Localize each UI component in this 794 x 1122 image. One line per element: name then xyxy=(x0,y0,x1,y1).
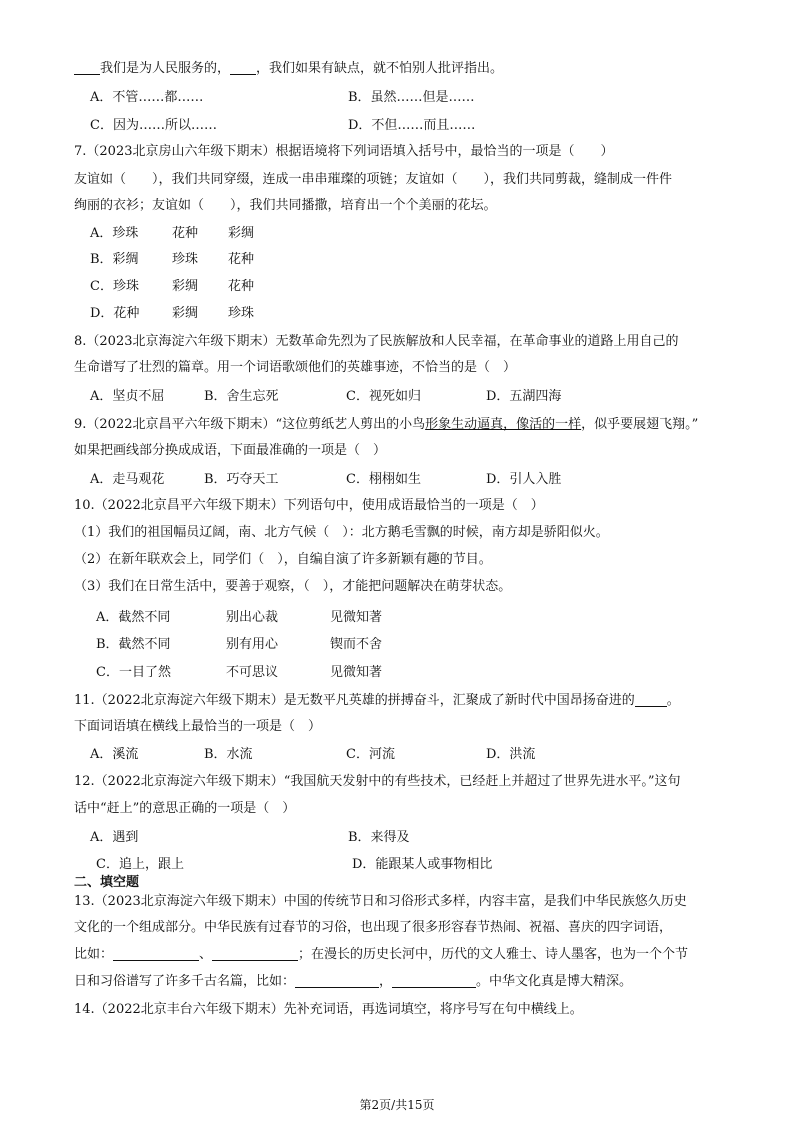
q7-option-c-word: 花种 xyxy=(228,279,255,294)
q7-option-b: B．彩绸 xyxy=(90,252,139,267)
q11-stem: 11.（2022北京海淀六年级下期末）是无数平凡英雄的拼搏奋斗，汇聚成了新时代中国昂扬奋进的 。 xyxy=(74,693,680,708)
q13-stem-line-2: 文化的一个组成部分。中华民族有过春节的习俗，也出现了很多形容春节热闹、祝福、喜庆的四字词语， xyxy=(74,920,673,935)
q13-stem-line-3: 比如： 、 ；在漫长的历史长河中，历代的文人雅士、诗人墨客，也为一个个节 xyxy=(74,947,689,962)
q10-sentence-2: （2）在新年联欢会上，同学们（ ），自编自演了许多新颖有趣的节目。 xyxy=(74,552,492,567)
answer-blank xyxy=(392,973,476,988)
q10-option-a-word: 见微知著 xyxy=(330,610,383,625)
answer-blank xyxy=(230,60,256,75)
q11-option-c: C．河流 xyxy=(346,747,395,762)
q7-passage-line: 绚丽的衣衫；友谊如（ ），我们共同播撒，培育出一个个美丽的花坛。 xyxy=(74,198,497,213)
q14-stem: 14.（2022北京丰台六年级下期末）先补充词语，再选词填空，将序号写在句中横线上。 xyxy=(74,1002,583,1017)
q6-option-b: B．虽然……但是…… xyxy=(348,90,475,105)
q10-option-a-word: 别出心裁 xyxy=(226,610,279,625)
q6-option-d: D．不但……而且…… xyxy=(348,118,476,133)
answer-blank xyxy=(635,692,667,707)
q11-option-d: D．洪流 xyxy=(486,747,536,762)
q11-stem-line-2: 下面词语填在横线上最恰当的一项是（ ） xyxy=(74,719,322,734)
q12-option-a: A．遇到 xyxy=(90,830,139,845)
q12-option-c: C．追上，跟上 xyxy=(96,857,184,872)
q10-stem: 10.（2022北京昌平六年级下期末）下列语句中，使用成语最恰当的一项是（ ） xyxy=(74,498,544,513)
answer-blank xyxy=(295,973,379,988)
q10-option-c-word: 见微知著 xyxy=(330,665,383,680)
q10-sentence-3: （3）我们在日常生活中，要善于观察，（ ），才能把问题解决在萌芽状态。 xyxy=(74,579,512,594)
q9-option-c: C．栩栩如生 xyxy=(346,472,421,487)
q8-option-a: A．坚贞不屈 xyxy=(90,389,165,404)
q8-option-c: C．视死如归 xyxy=(346,389,421,404)
q7-option-c: C．珍珠 xyxy=(90,279,139,294)
q10-option-b-word: 别有用心 xyxy=(226,637,279,652)
q7-option-b-word: 珍珠 xyxy=(172,252,199,267)
q7-option-d: D．花种 xyxy=(90,306,140,321)
q12-option-d: D．能跟某人或事物相比 xyxy=(352,857,493,872)
q6-option-c: C．因为……所以…… xyxy=(90,118,217,133)
q8-stem: 8.（2023北京海淀六年级下期末）无数革命先烈为了民族解放和人民幸福，在革命事业的道路上用自己的 xyxy=(74,334,679,349)
q6-stem: 我们是为人民服务的， ，我们如果有缺点，就不怕别人批评指出。 xyxy=(74,60,503,78)
q7-option-b-word: 花种 xyxy=(228,252,255,267)
q7-passage-line: 友谊如（ ），我们共同穿缀，连成一串串璀璨的项链；友谊如（ ），我们共同剪裁，缝制成一件件 xyxy=(74,172,673,187)
q12-option-b: B．来得及 xyxy=(348,830,410,845)
q7-option-d-word: 珍珠 xyxy=(228,306,255,321)
q12-stem: 12.（2022北京海淀六年级下期末）“我国航天发射中的有些技术，已经赶上并超过了世界先进水平。”这句 xyxy=(74,774,681,789)
q7-stem: 7.（2023北京房山六年级下期末）根据语境将下列词语填入括号中，最恰当的一项是（ ） xyxy=(74,144,614,159)
q10-option-b: B．截然不同 xyxy=(96,637,171,652)
q7-option-a-word: 彩绸 xyxy=(228,226,255,241)
q10-option-c-word: 不可思议 xyxy=(226,665,279,680)
q9-option-b: B．巧夺天工 xyxy=(204,472,279,487)
q10-option-c: C．一目了然 xyxy=(96,665,171,680)
q9-option-a: A．走马观花 xyxy=(90,472,165,487)
page-number: 第2页/共15页 xyxy=(359,1098,435,1112)
q11-option-a: A．溪流 xyxy=(90,747,139,762)
answer-blank xyxy=(113,946,199,961)
q7-option-a: A．珍珠 xyxy=(90,226,139,241)
q9-option-d: D．引人入胜 xyxy=(486,472,562,487)
q7-option-c-word: 彩绸 xyxy=(172,279,199,294)
q8-option-d: D．五湖四海 xyxy=(486,389,562,404)
q8-stem-line-2: 生命谱写了壮烈的篇章。用一个词语歌颂他们的英雄事迹，不恰当的是（ ） xyxy=(74,360,517,375)
q10-option-b-word: 锲而不舍 xyxy=(330,637,383,652)
q6-option-a: A．不管……都…… xyxy=(90,90,204,105)
q8-option-b: B．舍生忘死 xyxy=(204,389,279,404)
q10-option-a: A．截然不同 xyxy=(96,610,171,625)
q11-option-b: B．水流 xyxy=(204,747,253,762)
section-heading: 二、填空题 xyxy=(74,875,140,890)
answer-blank xyxy=(74,60,100,75)
answer-blank xyxy=(212,946,298,961)
q9-stem-line-2: 如果把画线部分换成成语，下面最准确的一项是（ ） xyxy=(74,443,387,458)
q12-stem-line-2: 话中“赶上”的意思正确的一项是（ ） xyxy=(74,801,296,816)
q7-option-d-word: 彩绸 xyxy=(172,306,199,321)
q10-sentence-1: （1）我们的祖国幅员辽阔，南、北方气候（ ）：北方鹅毛雪飘的时候，南方却是骄阳似火。 xyxy=(74,525,609,540)
q9-stem: 9.（2022北京昌平六年级下期末）“这位剪纸艺人剪出的小鸟形象生动逼真，像活的一样，似乎要展翅飞翔。” xyxy=(74,417,699,432)
q7-option-a-word: 花种 xyxy=(172,226,199,241)
q13-stem: 13.（2023北京海淀六年级下期末）中国的传统节日和习俗形式多样，内容丰富，是我们中华民族悠久历史 xyxy=(74,894,687,909)
underlined-phrase: 形象生动逼真，像活的一样 xyxy=(425,417,582,432)
q13-stem-line-4: 日和习俗谱写了许多千古名篇，比如： ， 。中华文化真是博大精深。 xyxy=(74,974,633,989)
